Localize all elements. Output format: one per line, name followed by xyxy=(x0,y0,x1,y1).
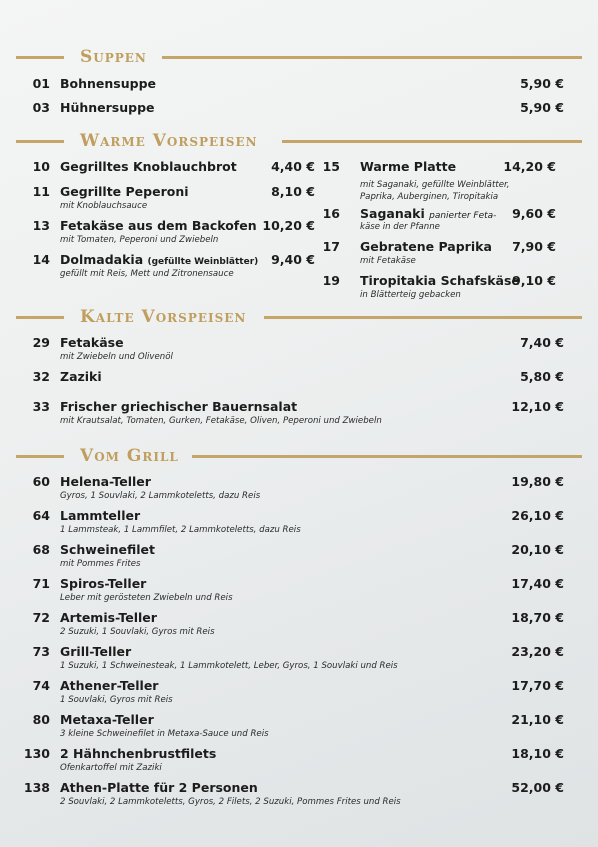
item-price: 7,90 € xyxy=(512,239,556,254)
item-number: 14 xyxy=(32,252,50,267)
item-number: 13 xyxy=(32,218,50,233)
item-price: 52,00 € xyxy=(511,780,564,795)
item-price: 18,70 € xyxy=(511,610,564,625)
item-name-text: Saganaki xyxy=(360,206,425,221)
section-title: Vom Grill xyxy=(80,446,179,466)
item-description: Ofenkartoffel mit Zaziki xyxy=(60,763,162,773)
item-price: 17,40 € xyxy=(511,576,564,591)
section-header-warme-vorspeisen xyxy=(0,132,598,152)
item-number: 19 xyxy=(322,273,340,288)
item-name: Warme Platte xyxy=(360,159,457,174)
item-description: 1 Suzuki, 1 Schweinesteak, 1 Lammkotelett, Leber, Gyros, 1 Souvlaki und Reis xyxy=(60,661,398,671)
item-name: Spiros-Teller xyxy=(60,576,147,591)
item-inline-note: panierter Feta- xyxy=(429,211,497,221)
item-number: 74 xyxy=(32,678,50,693)
item-name: Frischer griechischer Bauernsalat xyxy=(60,399,298,414)
item-number: 15 xyxy=(322,159,340,174)
item-number: 10 xyxy=(32,159,50,174)
divider-rule xyxy=(192,455,582,458)
item-price: 8,10 € xyxy=(271,184,315,199)
item-name: Zaziki xyxy=(60,369,102,384)
item-number: 71 xyxy=(32,576,50,591)
item-description: mit Tomaten, Peperoni und Zwiebeln xyxy=(60,235,219,245)
item-number: 130 xyxy=(23,746,50,761)
item-name: 2 Hähnchenbrustfilets xyxy=(60,746,217,761)
section-header-kalte-vorspeisen xyxy=(0,308,598,328)
item-price: 14,20 € xyxy=(503,159,556,174)
item-description: in Blätterteig gebacken xyxy=(360,290,461,300)
item-name: Gegrilltes Knoblauchbrot xyxy=(60,159,237,174)
item-number: 01 xyxy=(32,76,50,91)
item-price: 5,90 € xyxy=(520,76,564,91)
item-description: gefüllt mit Reis, Mett und Zitronensauce xyxy=(60,269,234,279)
item-name: Helena-Teller xyxy=(60,474,151,489)
item-description: 1 Lammsteak, 1 Lammfilet, 2 Lammkoteletts, dazu Reis xyxy=(60,525,301,535)
item-name: Gegrillte Peperoni xyxy=(60,184,189,199)
item-name: Grill-Teller xyxy=(60,644,132,659)
item-number: 16 xyxy=(322,206,340,221)
item-name: Hühnersuppe xyxy=(60,100,155,115)
item-description: mit Saganaki, gefüllte Weinblätter, xyxy=(360,180,510,190)
divider-rule xyxy=(16,140,64,143)
section-title: Warme Vorspeisen xyxy=(80,131,258,151)
item-number: 73 xyxy=(32,644,50,659)
item-price: 17,70 € xyxy=(511,678,564,693)
item-price: 7,40 € xyxy=(520,335,564,350)
divider-rule xyxy=(282,140,582,143)
item-number: 64 xyxy=(32,508,50,523)
item-price: 12,10 € xyxy=(511,399,564,414)
item-number: 60 xyxy=(32,474,50,489)
item-name: Fetakäse xyxy=(60,335,124,350)
item-description: 1 Souvlaki, Gyros mit Reis xyxy=(60,695,173,705)
item-number: 68 xyxy=(32,542,50,557)
section-title: Suppen xyxy=(80,47,147,67)
section-header-suppen xyxy=(0,48,598,68)
item-name: Tiropitakia Schafskäse xyxy=(360,273,520,288)
item-number: 32 xyxy=(32,369,50,384)
item-name: Athener-Teller xyxy=(60,678,159,693)
item-price: 18,10 € xyxy=(511,746,564,761)
item-description: mit Pommes Frites xyxy=(60,559,141,569)
item-number: 11 xyxy=(32,184,50,199)
item-price: 23,20 € xyxy=(511,644,564,659)
item-name: Schweinefilet xyxy=(60,542,156,557)
item-description: 2 Suzuki, 1 Souvlaki, Gyros mit Reis xyxy=(60,627,215,637)
item-name: Bohnensuppe xyxy=(60,76,157,91)
item-description: Leber mit gerösteten Zwiebeln und Reis xyxy=(60,593,233,603)
item-price: 26,10 € xyxy=(511,508,564,523)
item-number: 03 xyxy=(32,100,50,115)
divider-rule xyxy=(16,56,64,59)
item-price: 19,80 € xyxy=(511,474,564,489)
item-price: 4,40 € xyxy=(271,159,315,174)
item-price: 10,20 € xyxy=(262,218,315,233)
divider-rule xyxy=(264,316,582,319)
item-description: mit Knoblauchsauce xyxy=(60,201,148,211)
divider-rule xyxy=(16,316,64,319)
section-title: Kalte Vorspeisen xyxy=(80,307,247,327)
item-description: mit Zwiebeln und Olivenöl xyxy=(60,352,173,362)
item-price: 5,90 € xyxy=(520,100,564,115)
item-description: 2 Souvlaki, 2 Lammkoteletts, Gyros, 2 Filets, 2 Suzuki, Pommes Frites und Reis xyxy=(60,797,401,807)
item-price: 21,10 € xyxy=(511,712,564,727)
item-name: Athen-Platte für 2 Personen xyxy=(60,780,258,795)
item-price: 20,10 € xyxy=(511,542,564,557)
item-description: Paprika, Auberginen, Tiropitakia xyxy=(360,192,499,202)
divider-rule xyxy=(16,455,64,458)
item-name: Lammteller xyxy=(60,508,141,523)
item-description: mit Fetakäse xyxy=(360,256,416,266)
divider-rule xyxy=(162,56,582,59)
item-number: 72 xyxy=(32,610,50,625)
item-number: 29 xyxy=(32,335,50,350)
item-description: Gyros, 1 Souvlaki, 2 Lammkoteletts, dazu Reis xyxy=(60,491,261,501)
section-header-vom-grill xyxy=(0,447,598,467)
item-name-text: Dolmadakia xyxy=(60,252,144,267)
item-number: 17 xyxy=(322,239,340,254)
item-name: Artemis-Teller xyxy=(60,610,157,625)
item-price: 9,60 € xyxy=(512,206,556,221)
item-price: 9,40 € xyxy=(271,252,315,267)
item-inline-note: (gefüllte Weinblätter) xyxy=(147,257,259,267)
item-name: Metaxa-Teller xyxy=(60,712,154,727)
item-description: 3 kleine Schweinefilet in Metaxa-Sauce und Reis xyxy=(60,729,269,739)
item-price: 5,80 € xyxy=(520,369,564,384)
item-name: Fetakäse aus dem Backofen xyxy=(60,218,257,233)
item-number: 138 xyxy=(23,780,50,795)
item-description: käse in der Pfanne xyxy=(360,222,440,232)
item-description: mit Krautsalat, Tomaten, Gurken, Fetakäse, Oliven, Peperoni und Zwiebeln xyxy=(60,416,382,426)
item-price: 9,10 € xyxy=(512,273,556,288)
item-number: 33 xyxy=(32,399,50,414)
item-number: 80 xyxy=(32,712,50,727)
item-name: Gebratene Paprika xyxy=(360,239,492,254)
